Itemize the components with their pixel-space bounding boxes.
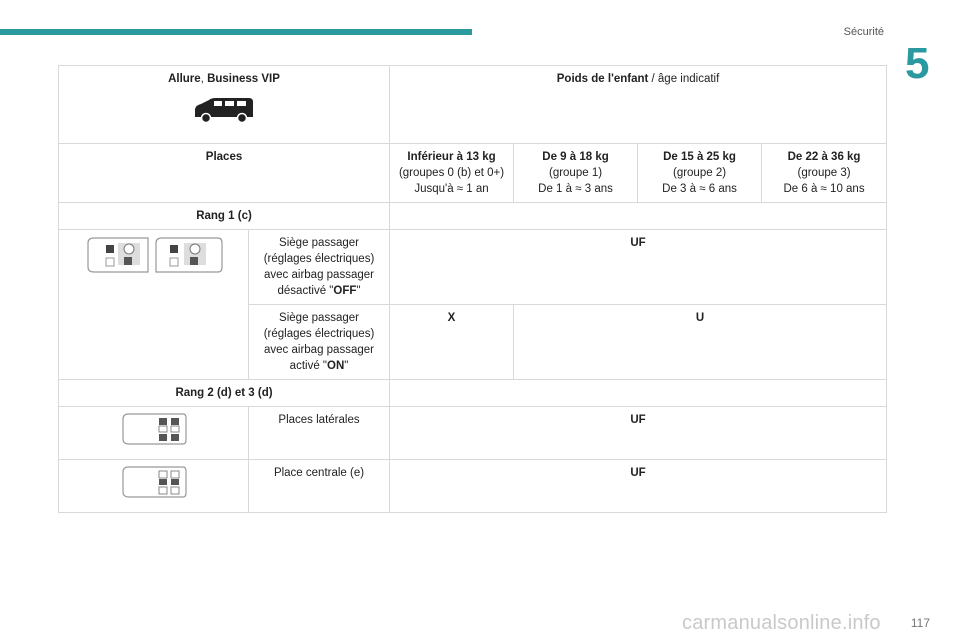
weight-header: Poids de l'enfant / âge indicatif bbox=[390, 66, 887, 144]
center-seat-diagram-cell bbox=[59, 460, 249, 513]
front-passenger-off-row bbox=[59, 230, 887, 305]
side-places-label: Places latérales bbox=[249, 407, 390, 460]
side-places-row bbox=[59, 407, 887, 460]
side-seats-diagram-cell bbox=[59, 407, 249, 460]
value-x: X bbox=[390, 305, 514, 380]
section-title: Sécurité bbox=[843, 26, 884, 38]
watermark: carmanualsonline.info bbox=[682, 612, 881, 634]
rank-1-row bbox=[59, 203, 887, 230]
group-3-cell: De 22 à 36 kg (groupe 3) De 6 à ≈ 10 ans bbox=[762, 144, 887, 203]
places-label: Places bbox=[59, 144, 390, 203]
seat-desc-on: Siège passager (réglages électriques) avec airbag passager activé "ON" bbox=[249, 305, 390, 380]
seat-desc-off: Siège passager (réglages électriques) avec airbag passager désactivé "OFF" bbox=[249, 230, 390, 305]
places-row bbox=[59, 144, 887, 203]
child-seat-table bbox=[58, 65, 887, 513]
value-u: U bbox=[514, 305, 887, 380]
center-place-value: UF bbox=[390, 460, 887, 513]
group-2-cell: De 15 à 25 kg (groupe 2) De 3 à ≈ 6 ans bbox=[638, 144, 762, 203]
center-place-row bbox=[59, 460, 887, 513]
chapter-number: 5 bbox=[905, 39, 930, 88]
page-number: 117 bbox=[910, 616, 930, 630]
front-seat-diagram bbox=[84, 235, 224, 275]
rank-1-label: Rang 1 (c) bbox=[59, 203, 390, 230]
group-0-cell: Inférieur à 13 kg (groupes 0 (b) et 0+) Jusqu'à ≈ 1 an bbox=[390, 144, 514, 203]
rear-center-seat-icon bbox=[119, 465, 189, 499]
van-top-view-icon bbox=[88, 238, 148, 272]
rank-23-row bbox=[59, 380, 887, 407]
model-cell bbox=[59, 66, 390, 144]
group-1-cell: De 9 à 18 kg (groupe 1) De 1 à ≈ 3 ans bbox=[514, 144, 638, 203]
value-uf-off: UF bbox=[390, 230, 887, 305]
rank-23-label: Rang 2 (d) et 3 (d) bbox=[59, 380, 390, 407]
van-top-view-icon bbox=[156, 238, 222, 272]
side-places-value: UF bbox=[390, 407, 887, 460]
header-accent-bar bbox=[0, 29, 472, 35]
table-header-row bbox=[59, 66, 887, 144]
van-icon bbox=[192, 95, 256, 125]
model-name: Allure, Business VIP bbox=[168, 73, 280, 85]
center-place-label: Place centrale (e) bbox=[249, 460, 390, 513]
rear-side-seats-icon bbox=[119, 412, 189, 446]
front-seat-diagram-cell bbox=[59, 230, 249, 380]
